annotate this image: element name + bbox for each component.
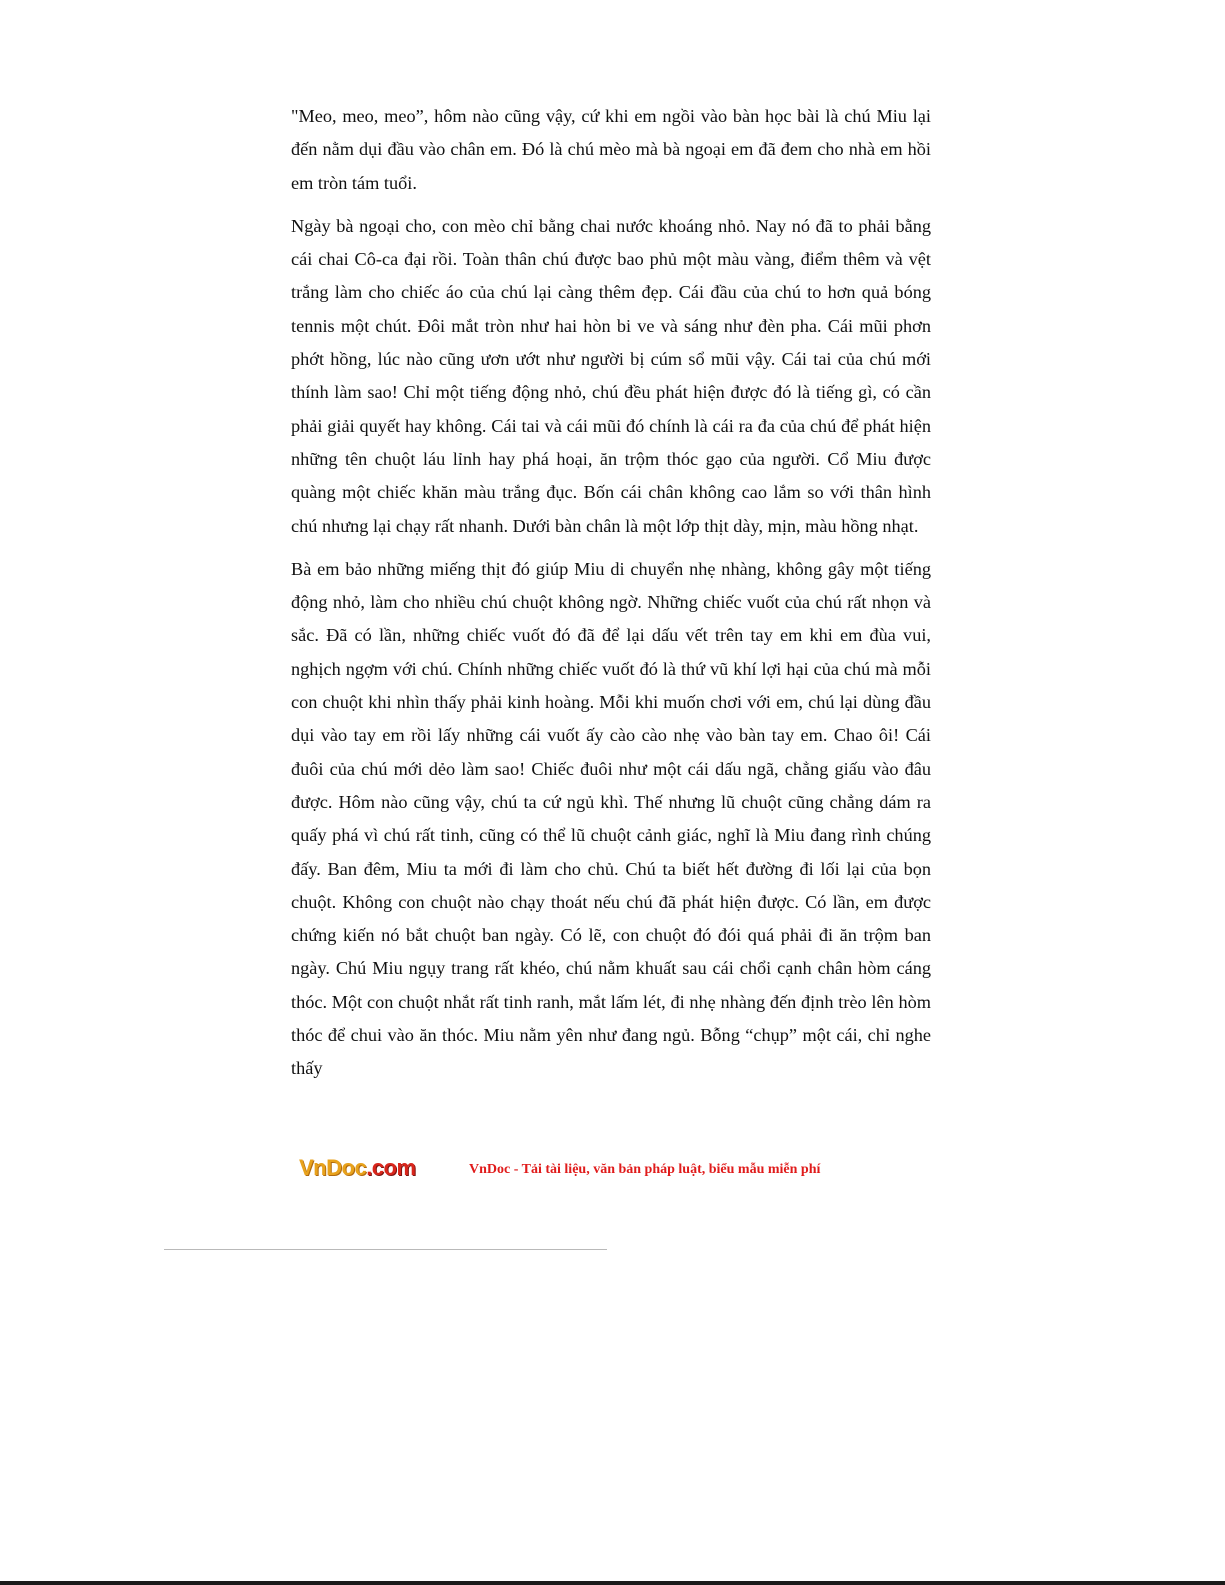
page-footer	[299, 1152, 899, 1186]
footer-tagline[interactable]: VnDoc - Tải tài liệu, văn bản pháp luật, biểu mẫu miễn phí	[469, 1162, 821, 1177]
paragraph-3: Bà em bảo những miếng thịt đó giúp Miu di chuyển nhẹ nhàng, không gây một tiếng động nhỏ, làm cho nhiều chú chuột không ngờ. Những chiếc vuốt của chú rất nhọn và sắc. Đã có lần, những chiếc vuốt đó đã để lại dấu vết trên tay em khi em đùa vui, nghịch ngợm với chú. Chính những chiếc vuốt đó là thứ vũ khí lợi hại của chú mà mỗi con chuột khi nhìn thấy phải kinh hoàng. Mỗi khi muốn chơi với em, chú lại dùng đầu dụi vào tay em rồi lấy những cái vuốt ấy cào cào nhẹ vào bàn tay em. Chao ôi! Cái đuôi của chú mới dẻo làm sao! Chiếc đuôi như một cái dấu ngã, chẳng giấu vào đâu được. Hôm nào cũng vậy, chú ta cứ ngủ khì. Thế nhưng lũ chuột cũng chẳng dám ra quấy phá vì chú rất tinh, cũng có thể lũ chuột cảnh giác, nghĩ là Miu đang rình chúng đấy. Ban đêm, Miu ta mới đi làm cho chủ. Chú ta biết hết đường đi lối lại của bọn chuột. Không con chuột nào chạy thoát nếu chú đã phát hiện được. Có lần, em được chứng kiến nó bắt chuột ban ngày. Có lẽ, con chuột đó đói quá phải đi ăn trộm ban ngày. Chú Miu ngụy trang rất khéo, chú nằm khuất sau cái chổi cạnh chân hòm cáng thóc. Một con chuột nhắt rất tinh ranh, mắt lấm lét, đi nhẹ nhàng đến định trèo lên hòm thóc để chui vào ăn thóc. Miu nằm yên như đang ngủ. Bỗng “chụp” một cái, chỉ nghe thấy	[291, 558, 931, 1079]
paragraph-1: "Meo, meo, meo”, hôm nào cũng vậy, cứ khi em ngồi vào bàn học bài là chú Miu lại đến nằm dụi đầu vào chân em. Đó là chú mèo mà bà ngoại em đã đem cho nhà em hồi em tròn tám tuổi.	[291, 106, 931, 193]
logo-suffix-text: .com	[366, 1155, 416, 1180]
logo-main-text: VnDoc	[299, 1155, 367, 1180]
viewer-bottom-edge	[0, 1581, 1225, 1585]
document-body	[291, 100, 931, 1096]
paragraph-2: Ngày bà ngoại cho, con mèo chỉ bằng chai nước khoáng nhỏ. Nay nó đã to phải bằng cái chai Cô-ca đại rồi. Toàn thân chú được bao phủ một màu vàng, điểm thêm và vệt trắng làm cho chiếc áo của chú lại càng thêm đẹp. Cái đầu của chú to hơn quả bóng tennis một chút. Đôi mắt tròn như hai hòn bi ve và sáng như đèn pha. Cái mũi phơn phớt hồng, lúc nào cũng ươn ướt như người bị cúm sổ mũi vậy. Cái tai của chú mới thính làm sao! Chỉ một tiếng động nhỏ, chú đều phát hiện được đó là tiếng gì, có cần phải giải quyết hay không. Cái tai và cái mũi đó chính là cái ra đa của chú để phát hiện những tên chuột láu lỉnh hay phá hoại, ăn trộm thóc gạo của người. Cổ Miu được quàng một chiếc khăn màu trắng đục. Bốn cái chân không cao lắm so với thân hình chú nhưng lại chạy rất nhanh. Dưới bàn chân là một lớp thịt dày, mịn, màu hồng nhạt.	[291, 215, 931, 536]
page-divider	[164, 1249, 607, 1250]
vndoc-logo[interactable]	[299, 1155, 416, 1181]
